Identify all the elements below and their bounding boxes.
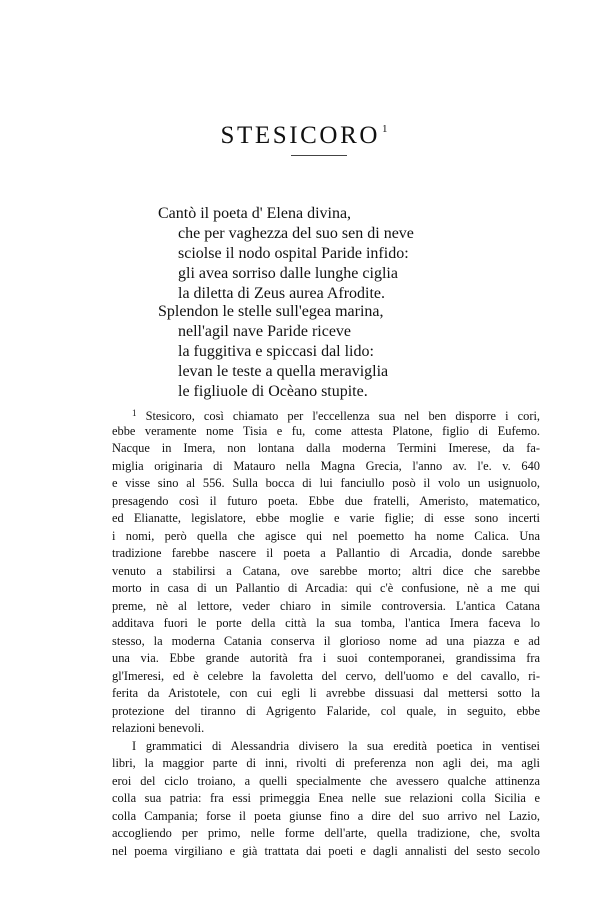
footnote-line: additava fuori le porte della città la sua tomba, l'antica Imera faceva lo <box>112 616 540 630</box>
poem-stanza-2 <box>158 302 388 402</box>
verse-line: levan le teste a quella meraviglia <box>178 363 389 380</box>
footnote-line: I grammatici di Alessandria divisero la sua eredità poetica in ventisei <box>132 738 540 753</box>
footnote-line: una via. Ebbe grande autorità fra i suoi contemporanei, grandissima fra <box>112 651 540 665</box>
footnote-line: libri, la maggior parte di inni, rivolti di preferenza non agli dei, ma agli <box>112 756 540 770</box>
footnote-line: morto in casa di un Pallantio di Arcadia: qui c'è confusione, nè a me qui <box>112 581 540 595</box>
chapter-title <box>0 114 608 151</box>
footnote-line: e visse sino al 556. Sulla bocca di lui fanciullo posò il volo un usignuolo, <box>112 476 540 490</box>
verse-line: la diletta di Zeus aurea Afrodite. <box>178 285 386 302</box>
footnote-line: gl'Imeresi, ed è celebre la favoletta del cervo, dell'uomo e del cavallo, ri- <box>112 668 540 683</box>
footnote-line: tradizione farebbe nascere il poeta a Pallantio di Arcadia, donde sarebbe <box>112 546 540 560</box>
footnote-line: ebbe veramente nome Tisia e fu, come attesta Platone, figlio di Eufemo. <box>112 423 540 438</box>
verse-line: sciolse il nodo ospital Paride infido: <box>178 245 409 262</box>
verse-line: nell'agil nave Paride riceve <box>178 323 352 340</box>
footnote-line: relazioni benevoli. <box>112 721 205 735</box>
verse-line: che per vaghezza del suo sen di neve <box>178 225 414 242</box>
footnote-line: nel poema virgiliano e già trattata dai poeti e dagli annalisti del sesto secolo <box>112 843 540 858</box>
footnote <box>112 405 540 860</box>
poem-stanza-1 <box>158 204 414 304</box>
footnote-line-text: Stesicoro, così chiamato per l'eccellenza sua nel ben disporre i cori, <box>145 409 540 423</box>
footnote-line: ed Elianatte, legislatore, ebbe moglie e varie figlie; di esse sono incerti <box>112 511 540 525</box>
verse-line: le figliuole di Ocèano stupite. <box>178 383 368 400</box>
title-footnote-marker: 1 <box>382 123 388 135</box>
footnote-line: protezione del tiranno di Agrigento Falaride, col quale, in seguito, ebbe <box>112 703 540 718</box>
footnote-line: i nomi, però quella che agisce qui nel poemetto ha nome Calica. Una <box>112 528 540 543</box>
footnote-line: Nacque in Imera, non lontana dalla moderna Termini Imerese, da fa- <box>112 441 540 455</box>
footnote-line: preme, nè al lettore, veder chiaro in simile controversia. L'antica Catana <box>112 598 540 613</box>
footnote-line: colla Campania; forse il poeta giunse fino a dire del suo arrivo nel Lazio, <box>112 808 540 823</box>
footnote-marker: 1 <box>132 408 137 418</box>
chapter-title-text: STESICORO <box>220 122 381 149</box>
footnote-line: venuto a stabilirsi a Catana, ove sarebbe morto; altri dice che sarebbe <box>112 563 540 578</box>
footnote-line: presagendo così il futuro poeta. Ebbe due fratelli, Ameristo, matematico, <box>112 493 540 508</box>
footnote-line: stesso, la moderna Catania conserva il glorioso nome ad una piazza e ad <box>112 633 540 648</box>
verse-line: Cantò il poeta d' Elena divina, <box>158 205 352 222</box>
footnote-line <box>112 405 540 423</box>
footnote-line: miglia originaria di Matauro nella Magna Grecia, l'anno av. l'e. v. 640 <box>112 458 540 473</box>
footnote-line: accogliendo per primo, nelle forme dell'arte, quella tradizione, che, svolta <box>112 826 540 840</box>
verse-line: Splendon le stelle sull'egea marina, <box>158 303 384 320</box>
footnote-line: colla sua patria: fra essi primeggia Enea nelle sue relazioni colla Sicilia e <box>112 791 540 805</box>
footnote-line: ferita da Aristotele, con cui egli li avrebbe dissuasi dal mettersi sotto la <box>112 686 540 700</box>
footnote-line: eroi del ciclo troiano, a quelli specialmente che avessero qualche attinenza <box>112 773 540 788</box>
verse-line: gli avea sorriso dalle lunghe ciglia <box>178 265 398 282</box>
title-rule <box>291 155 347 156</box>
verse-line: la fuggitiva e spiccasi dal lido: <box>178 343 374 360</box>
